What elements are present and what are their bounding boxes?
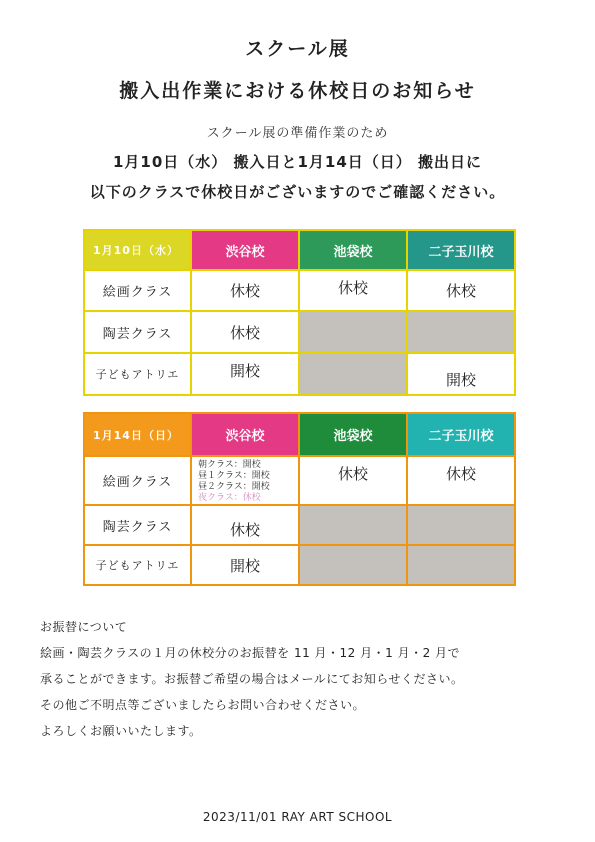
cell-empty (299, 311, 407, 353)
note-line-3: その他ご不明点等ございましたらお問い合わせください。 (40, 698, 366, 712)
table-row (84, 545, 515, 585)
header-shibuya: 渋谷校 (191, 413, 299, 456)
shibuya-noon1-class: 昼１クラス：開校 (198, 471, 270, 481)
cell-empty (299, 505, 407, 545)
cell-futakotamagawa: 休校 (407, 270, 515, 311)
header-futakotamagawa: 二子玉川校 (407, 230, 515, 270)
shibuya-morning-class: 朝クラス：開校 (198, 460, 261, 470)
row-label-painting: 絵画クラス (84, 456, 191, 505)
table-header-row (84, 230, 515, 270)
schedule-table-jan10 (83, 229, 516, 396)
footer-date-school: 2023/11/01 RAY ART SCHOOL (202, 810, 393, 824)
date-label: 1月14日（日） (84, 413, 191, 456)
title-line-1: スクール展 (245, 38, 350, 60)
row-label-ceramics: 陶芸クラス (84, 311, 191, 353)
table-header-row (84, 413, 515, 456)
cell-futakotamagawa: 開校 (407, 353, 515, 395)
cell-shibuya: 休校 (191, 311, 299, 353)
transfer-note (40, 614, 570, 744)
schedule-table-jan14 (83, 412, 516, 586)
header-ikebukuro: 池袋校 (299, 230, 407, 270)
table-row (84, 311, 515, 353)
table-row (84, 456, 515, 505)
row-label-kids-atelier: 子どもアトリエ (84, 353, 191, 395)
intro-line-2: 1月10日（水） 搬入日と1月14日（日） 搬出日に (112, 153, 483, 171)
table-row (84, 270, 515, 311)
cell-shibuya: 休校 (191, 270, 299, 311)
cell-ikebukuro: 休校 (299, 270, 407, 311)
cell-empty (407, 545, 515, 585)
table-row (84, 353, 515, 395)
row-label-ceramics: 陶芸クラス (84, 505, 191, 545)
row-label-kids-atelier: 子どもアトリエ (84, 545, 191, 585)
note-line-1: 絵画・陶芸クラスの１月の休校分のお振替を 11 月・12 月・1 月・2 月で (40, 646, 461, 660)
header-ikebukuro: 池袋校 (299, 413, 407, 456)
cell-empty (407, 505, 515, 545)
cell-ikebukuro: 休校 (299, 456, 407, 505)
note-heading: お振替について (40, 620, 128, 634)
cell-shibuya: 開校 (191, 353, 299, 395)
cell-empty (299, 353, 407, 395)
note-line-4: よろしくお願いいたします。 (40, 724, 202, 738)
cell-shibuya: 休校 (191, 505, 299, 545)
cell-shibuya-multiline (191, 456, 299, 505)
intro-line-1: スクール展の準備作業のため (206, 126, 389, 141)
date-label: 1月10日（水） (84, 230, 191, 270)
header-futakotamagawa: 二子玉川校 (407, 413, 515, 456)
shibuya-night-class: 夜クラス：休校 (198, 493, 261, 503)
shibuya-noon2-class: 昼２クラス：開校 (198, 482, 270, 492)
row-label-painting: 絵画クラス (84, 270, 191, 311)
cell-empty (407, 311, 515, 353)
cell-futakotamagawa: 休校 (407, 456, 515, 505)
note-line-2: 承ることができます。お振替ご希望の場合はメールにてお知らせください。 (40, 672, 464, 686)
header-shibuya: 渋谷校 (191, 230, 299, 270)
title-line-2: 搬入出作業における休校日のお知らせ (119, 80, 476, 102)
cell-shibuya: 開校 (191, 545, 299, 585)
cell-empty (299, 545, 407, 585)
table-row (84, 505, 515, 545)
intro-line-3: 以下のクラスで休校日がございますのでご確認ください。 (89, 183, 506, 201)
